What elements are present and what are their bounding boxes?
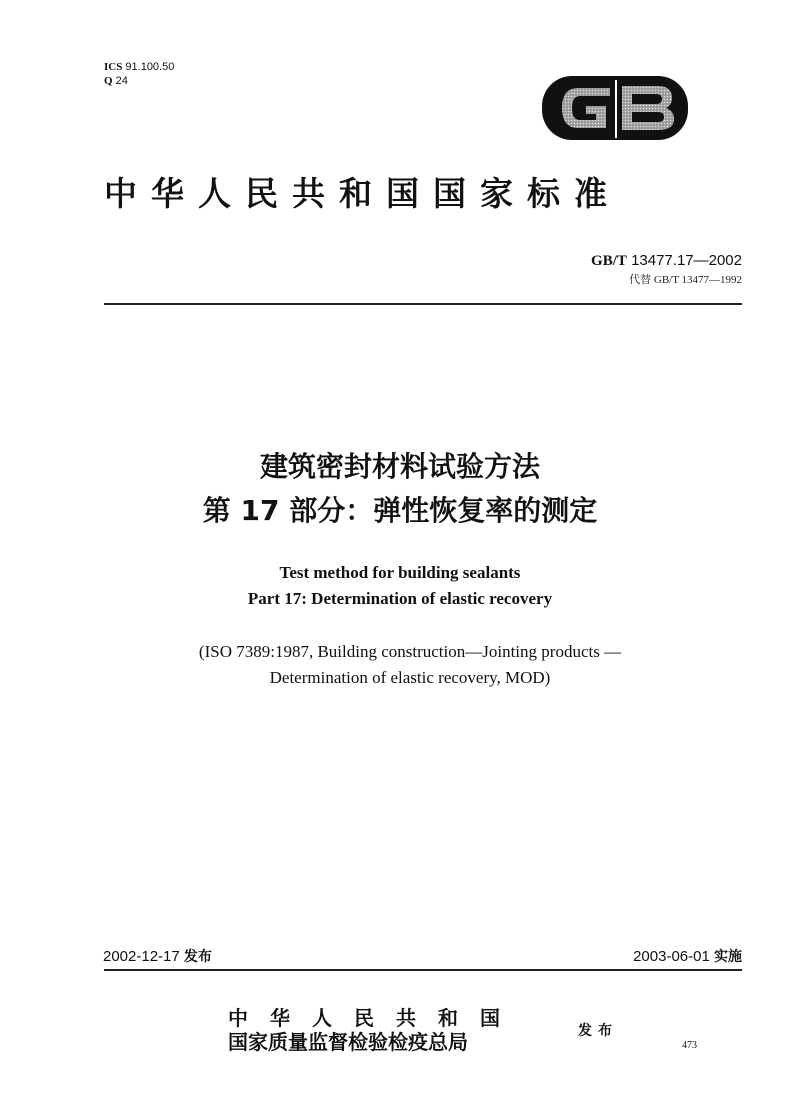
- title-cn-line2: 第 17 部分：弹性恢复率的测定: [202, 494, 598, 527]
- issue-date: [103, 946, 212, 966]
- implement-label: 实施: [714, 949, 742, 965]
- header-divider: [104, 303, 742, 305]
- ccs-label: Q: [104, 75, 113, 87]
- page-number: 473: [682, 1040, 697, 1051]
- replaces-standard: 代替 GB/T 13477—1992: [629, 274, 742, 286]
- issuer-line2: 国家质量监督检验检疫总局: [228, 1030, 468, 1054]
- issuing-authority: [228, 1006, 522, 1054]
- iso-reference-line2: Determination of elastic recovery, MOD): [269, 668, 551, 687]
- title-en-line1: Test method for building sealants: [279, 563, 521, 582]
- national-standard-title: 中华人民共和国国家标准: [104, 174, 621, 213]
- iso-reference-line1: (ISO 7389:1987, Building construction—Jointing products —: [198, 642, 622, 661]
- publish-label: 发布: [578, 1023, 618, 1039]
- ics-value: 91.100.50: [125, 61, 175, 73]
- title-en-line2: Part 17: Determination of elastic recovery: [247, 589, 553, 608]
- standard-code: 13477.17—2002: [631, 252, 742, 269]
- issue-date-value: 2002-12-17: [103, 948, 180, 965]
- implement-date-value: 2003-06-01: [633, 948, 710, 965]
- ics-code: [104, 60, 174, 74]
- issuer-line1: 中华人民共和国: [228, 1006, 522, 1030]
- ccs-value: 24: [115, 75, 128, 87]
- ics-label: ICS: [104, 61, 123, 73]
- classification-codes: [104, 60, 174, 88]
- standard-number-block: [591, 252, 742, 287]
- title-cn-line1: 建筑密封材料试验方法: [259, 450, 540, 483]
- standard-number: [591, 252, 742, 270]
- ccs-code: [104, 74, 174, 88]
- implement-date: [633, 946, 742, 966]
- footer-divider: [104, 969, 742, 971]
- standard-prefix: GB/T: [591, 253, 627, 269]
- gb-logo-icon: [540, 74, 690, 144]
- issue-label: 发布: [183, 949, 212, 965]
